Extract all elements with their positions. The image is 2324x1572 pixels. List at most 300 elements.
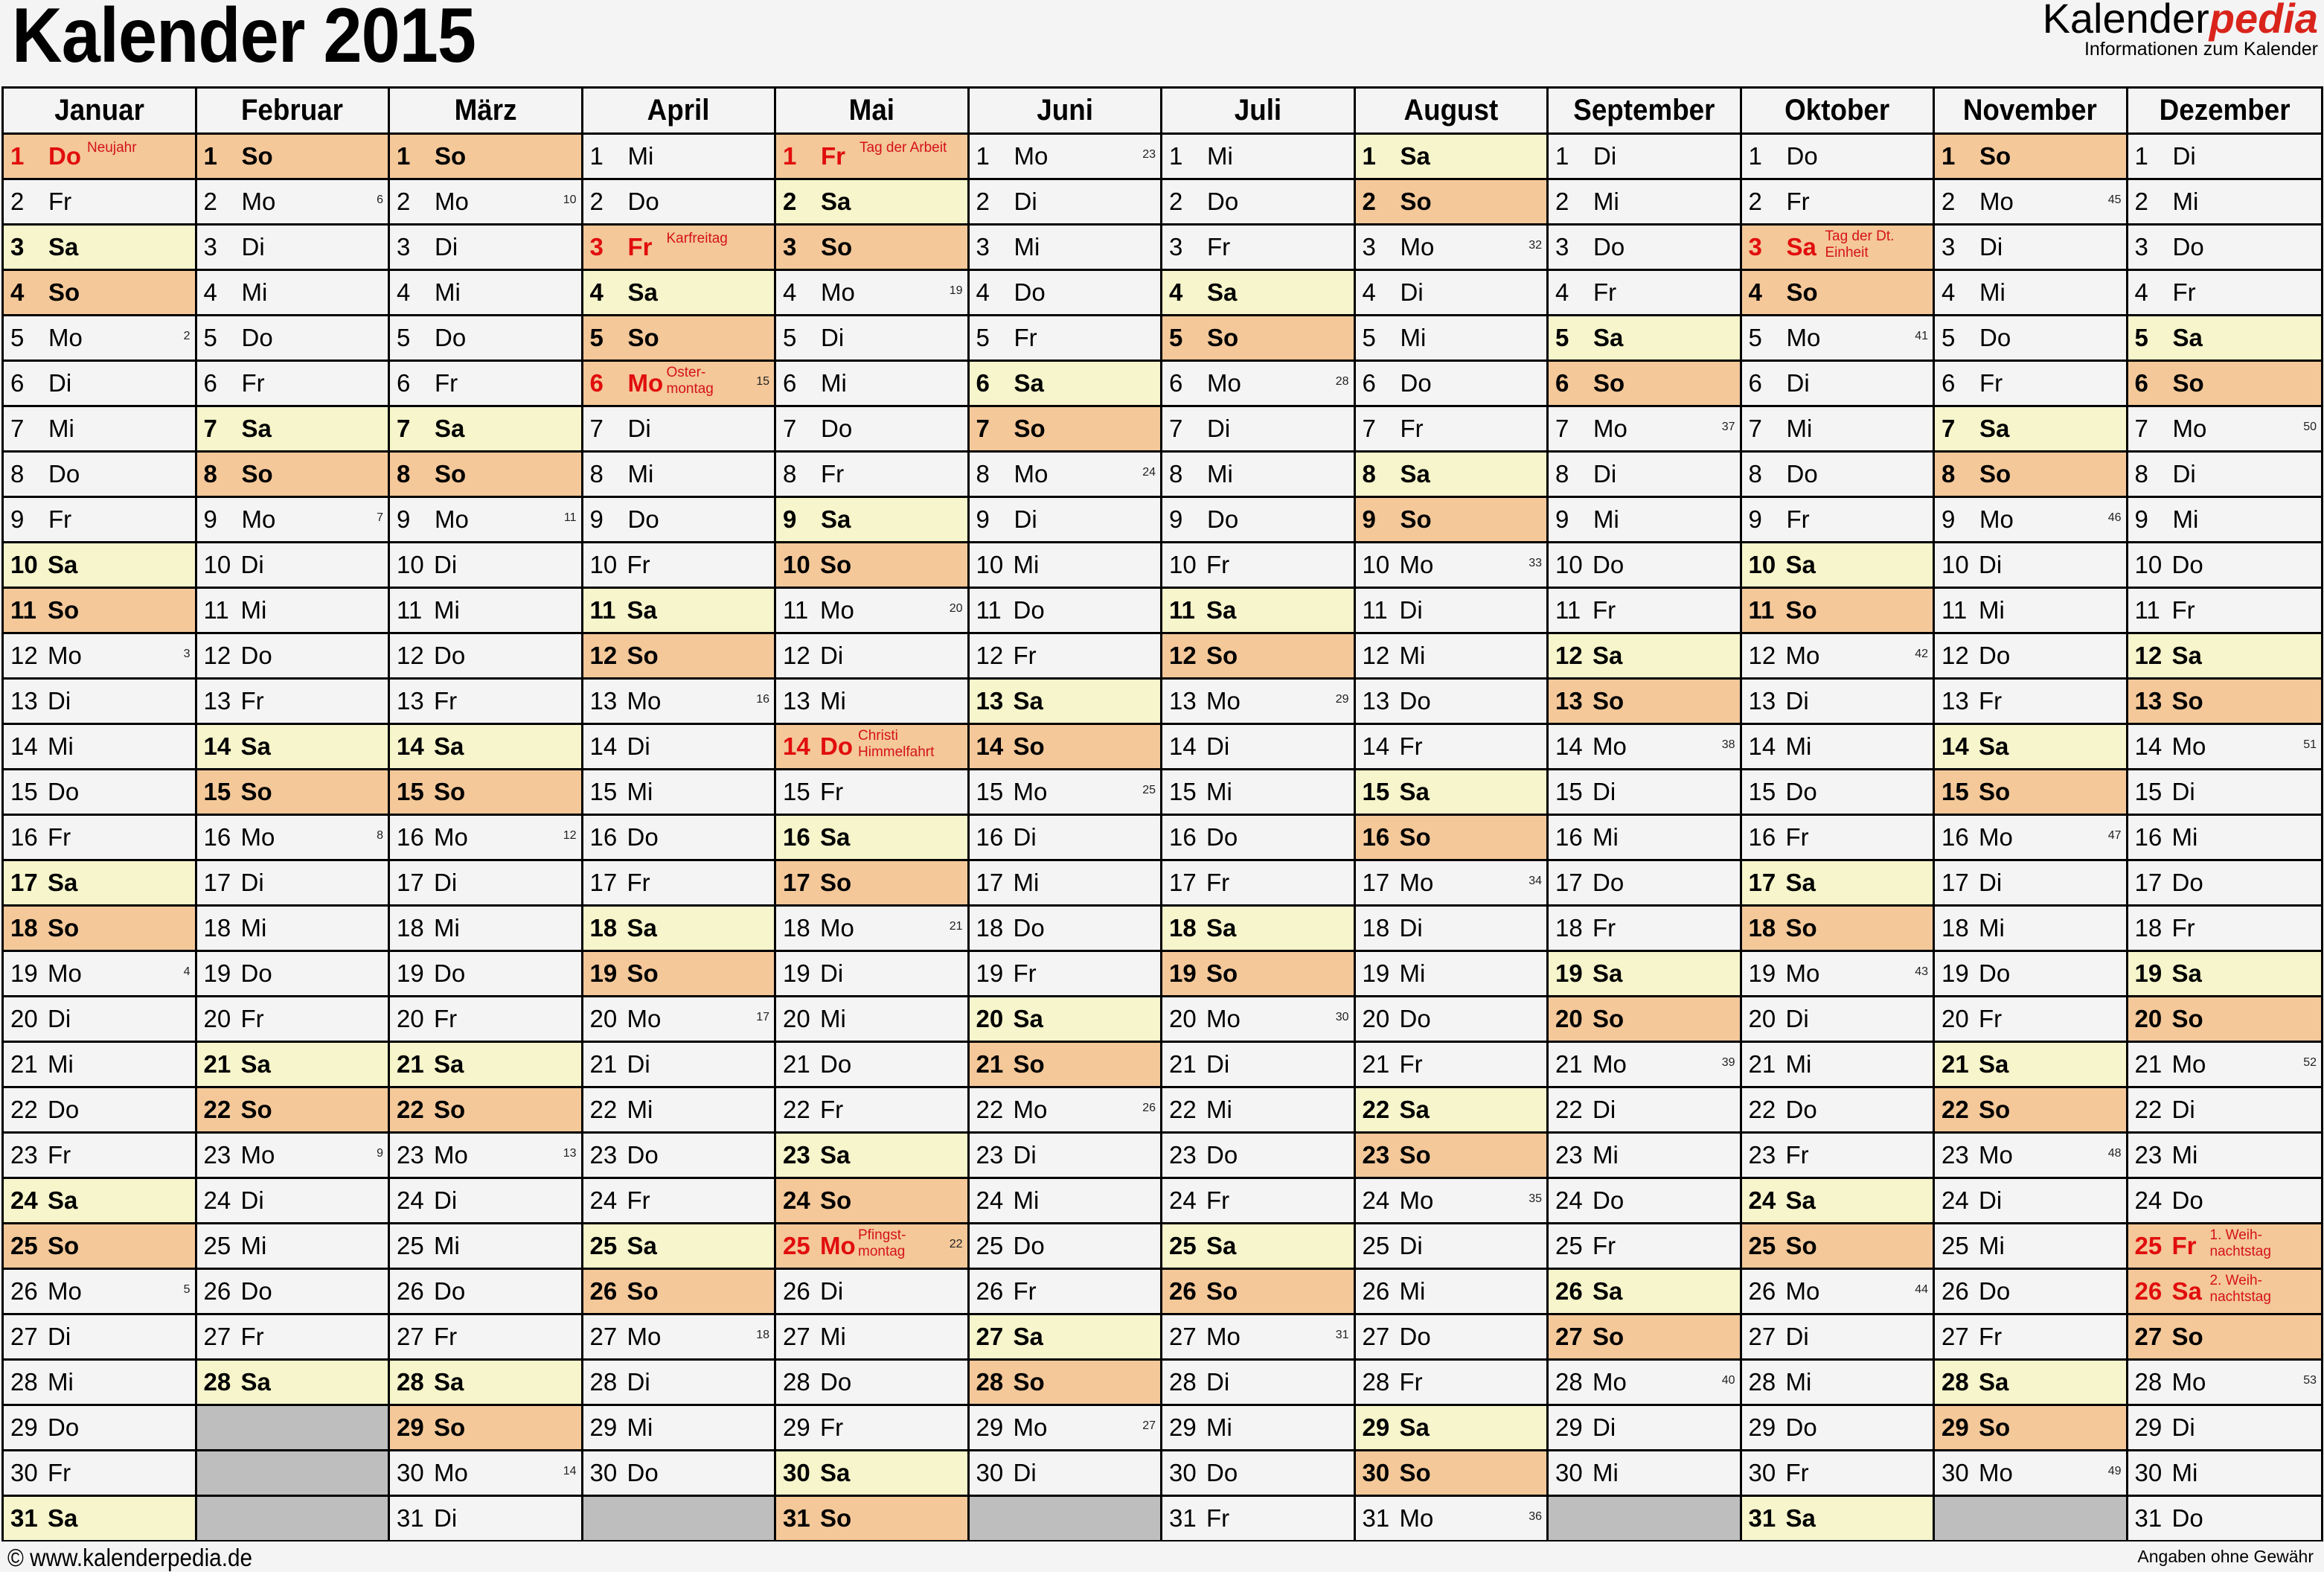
day-number: 28 bbox=[783, 1368, 810, 1396]
day-cell bbox=[1549, 1179, 1740, 1224]
day-cell bbox=[2128, 1406, 2322, 1451]
day-cell bbox=[197, 453, 388, 498]
day-number: 30 bbox=[1748, 1459, 1776, 1486]
day-number: 16 bbox=[589, 823, 618, 851]
day-number: 17 bbox=[203, 869, 231, 896]
day-cell bbox=[4, 362, 195, 407]
day-cell bbox=[1935, 1406, 2126, 1451]
day-cell bbox=[4, 226, 195, 271]
day-cell bbox=[1356, 816, 1547, 861]
day-number: 10 bbox=[1942, 551, 1969, 578]
day-number: 7 bbox=[397, 415, 411, 442]
weekday: Fr bbox=[1785, 1459, 1809, 1486]
day-cell bbox=[1162, 952, 1354, 997]
day-number: 25 bbox=[976, 1232, 1004, 1259]
day-number: 26 bbox=[10, 1277, 38, 1305]
day-cell bbox=[4, 1224, 195, 1270]
weekday: So bbox=[1979, 142, 2011, 170]
day-number: 25 bbox=[783, 1232, 810, 1259]
weekday: Mo bbox=[1014, 460, 1049, 488]
day-cell bbox=[1162, 680, 1354, 725]
day-cell bbox=[1549, 907, 1740, 952]
day-number: 26 bbox=[2134, 1277, 2163, 1305]
day-cell bbox=[1742, 498, 1933, 543]
month-header bbox=[197, 89, 388, 135]
day-cell bbox=[970, 453, 1161, 498]
month-name: Oktober bbox=[1784, 94, 1890, 127]
day-number: 21 bbox=[2134, 1050, 2163, 1078]
day-number: 10 bbox=[1555, 551, 1583, 578]
day-cell bbox=[583, 1451, 775, 1497]
day-cell bbox=[583, 907, 775, 952]
day-cell bbox=[390, 226, 581, 271]
day-cell bbox=[1549, 1315, 1740, 1361]
weekday: Do bbox=[48, 1096, 80, 1123]
weekday: Mi bbox=[241, 278, 268, 306]
day-number: 30 bbox=[1555, 1459, 1583, 1486]
day-cell bbox=[4, 680, 195, 725]
day-number: 12 bbox=[976, 642, 1004, 669]
day-number: 24 bbox=[2134, 1186, 2163, 1214]
weekday: Sa bbox=[48, 233, 79, 261]
weekday: Di bbox=[1785, 687, 1809, 715]
month-name: März bbox=[454, 94, 517, 127]
day-cell bbox=[197, 226, 388, 271]
month-header bbox=[1935, 89, 2126, 135]
weekday: So bbox=[821, 233, 853, 261]
weekday: Di bbox=[240, 869, 264, 896]
weekday: Mo bbox=[2172, 415, 2207, 442]
week-number: 24 bbox=[1142, 466, 1156, 479]
day-number: 3 bbox=[1748, 233, 1762, 261]
weekday: Mi bbox=[2171, 823, 2198, 851]
day-cell bbox=[1742, 543, 1933, 589]
day-cell bbox=[776, 1088, 967, 1134]
weekday: Mi bbox=[627, 1096, 653, 1123]
weekday: Do bbox=[1399, 687, 1431, 715]
holiday-label: 1. Weih- nachtstag bbox=[2209, 1227, 2271, 1259]
day-cell bbox=[1162, 1497, 1354, 1540]
day-number: 4 bbox=[783, 278, 797, 306]
day-number: 20 bbox=[1362, 1005, 1390, 1032]
day-number: 3 bbox=[1555, 233, 1569, 261]
day-number: 7 bbox=[783, 415, 797, 442]
day-cell bbox=[4, 861, 195, 907]
week-number: 6 bbox=[377, 194, 383, 206]
day-cell bbox=[4, 1179, 195, 1224]
day-number: 29 bbox=[397, 1413, 424, 1441]
day-number: 9 bbox=[1748, 505, 1762, 533]
day-number: 19 bbox=[203, 959, 231, 987]
day-number: 25 bbox=[1169, 1232, 1197, 1259]
weekday: Do bbox=[1206, 1141, 1238, 1169]
day-cell bbox=[1549, 1224, 1740, 1270]
day-cell bbox=[1935, 1088, 2126, 1134]
day-number: 3 bbox=[203, 233, 217, 261]
day-cell bbox=[583, 1224, 775, 1270]
day-cell bbox=[4, 316, 195, 362]
weekday: Di bbox=[821, 324, 845, 351]
day-number: 15 bbox=[10, 778, 38, 805]
day-cell bbox=[4, 725, 195, 770]
day-cell bbox=[390, 498, 581, 543]
day-number: 15 bbox=[2134, 778, 2163, 805]
weekday: Mi bbox=[1013, 551, 1040, 578]
day-number: 7 bbox=[2134, 415, 2148, 442]
day-number: 4 bbox=[397, 278, 411, 306]
day-cell bbox=[2128, 725, 2322, 770]
weekday: Sa bbox=[1399, 778, 1430, 805]
day-number: 22 bbox=[1555, 1096, 1583, 1123]
day-number: 28 bbox=[2134, 1368, 2163, 1396]
weekday: Fr bbox=[1206, 551, 1230, 578]
weekday: Di bbox=[1592, 1096, 1616, 1123]
day-cell bbox=[970, 498, 1161, 543]
weekday: Do bbox=[48, 1413, 80, 1441]
day-number: 12 bbox=[10, 642, 38, 669]
day-number: 10 bbox=[2134, 551, 2163, 578]
day-number: 19 bbox=[589, 959, 618, 987]
day-number: 5 bbox=[1555, 324, 1569, 351]
weekday: Mo bbox=[1014, 142, 1049, 170]
day-number: 23 bbox=[976, 1141, 1004, 1169]
day-number: 31 bbox=[2134, 1504, 2163, 1532]
day-cell bbox=[776, 407, 967, 453]
week-number: 26 bbox=[1142, 1102, 1156, 1114]
day-cell bbox=[970, 1043, 1161, 1088]
day-cell bbox=[970, 1224, 1161, 1270]
weekday: Mo bbox=[1785, 642, 1820, 669]
weekday: Mo bbox=[627, 369, 664, 397]
day-number: 9 bbox=[976, 505, 990, 533]
day-number: 9 bbox=[1362, 505, 1376, 533]
day-cell bbox=[1935, 498, 2126, 543]
day-cell bbox=[1162, 861, 1354, 907]
month-header bbox=[2128, 89, 2322, 135]
weekday: Mo bbox=[2171, 732, 2206, 760]
weekday: So bbox=[1013, 1368, 1045, 1396]
day-cell bbox=[1356, 135, 1547, 180]
weekday: Di bbox=[1399, 596, 1423, 624]
day-cell bbox=[1742, 1179, 1933, 1224]
weekday: Sa bbox=[434, 732, 464, 760]
week-number: 33 bbox=[1528, 557, 1542, 569]
weekday: Mo bbox=[1979, 188, 2014, 215]
day-number: 25 bbox=[1362, 1232, 1390, 1259]
weekday: Fr bbox=[1207, 233, 1231, 261]
weekday: Mi bbox=[1593, 188, 1619, 215]
day-cell bbox=[970, 1315, 1161, 1361]
day-number: 2 bbox=[1555, 188, 1569, 215]
day-cell bbox=[390, 997, 581, 1043]
weekday: Di bbox=[627, 415, 651, 442]
weekday: So bbox=[1206, 1277, 1238, 1305]
day-number: 6 bbox=[1169, 369, 1183, 397]
weekday: Fr bbox=[240, 1323, 264, 1350]
day-cell bbox=[2128, 1224, 2322, 1270]
day-cell bbox=[4, 1270, 195, 1315]
weekday: Sa bbox=[1785, 551, 1816, 578]
empty-day-cell bbox=[197, 1497, 388, 1540]
day-cell bbox=[776, 1315, 967, 1361]
day-cell bbox=[970, 997, 1161, 1043]
day-cell bbox=[1549, 816, 1740, 861]
weekday: So bbox=[820, 869, 852, 896]
day-number: 30 bbox=[1942, 1459, 1969, 1486]
weekday: Fr bbox=[1399, 1368, 1423, 1396]
day-cell bbox=[1935, 226, 2126, 271]
weekday: Fr bbox=[434, 1005, 458, 1032]
weekday: Mi bbox=[1013, 1186, 1040, 1214]
weekday: Mi bbox=[240, 1232, 267, 1259]
weekday: Di bbox=[434, 869, 458, 896]
weekday: So bbox=[1206, 959, 1238, 987]
day-number: 17 bbox=[1169, 869, 1197, 896]
weekday: Sa bbox=[1207, 278, 1238, 306]
day-number: 20 bbox=[589, 1005, 618, 1032]
week-number: 49 bbox=[2107, 1465, 2122, 1477]
day-cell bbox=[1935, 907, 2126, 952]
day-cell bbox=[583, 589, 775, 634]
day-cell bbox=[197, 498, 388, 543]
weekday: Sa bbox=[820, 823, 851, 851]
day-number: 6 bbox=[2134, 369, 2148, 397]
day-cell bbox=[1356, 1224, 1547, 1270]
day-number: 19 bbox=[783, 959, 810, 987]
weekday: Mo bbox=[1013, 1096, 1048, 1123]
day-number: 25 bbox=[2134, 1232, 2163, 1259]
weekday: Mo bbox=[820, 914, 854, 942]
weekday: Do bbox=[48, 460, 80, 488]
weekday: Sa bbox=[1206, 914, 1237, 942]
day-number: 29 bbox=[976, 1413, 1004, 1441]
day-cell bbox=[2128, 952, 2322, 997]
weekday: Mo bbox=[48, 959, 82, 987]
empty-day-cell bbox=[197, 1406, 388, 1451]
day-cell bbox=[583, 1315, 775, 1361]
weekday: Do bbox=[1785, 1413, 1817, 1441]
weekday: Do bbox=[1979, 959, 2011, 987]
weekday: Do bbox=[821, 415, 853, 442]
day-cell bbox=[1742, 1315, 1933, 1361]
day-cell bbox=[1356, 543, 1547, 589]
weekday: Sa bbox=[1013, 687, 1043, 715]
day-cell bbox=[1162, 1043, 1354, 1088]
day-number: 6 bbox=[976, 369, 990, 397]
weekday: Di bbox=[627, 732, 650, 760]
weekday: Di bbox=[1593, 460, 1617, 488]
day-number: 26 bbox=[976, 1277, 1004, 1305]
day-number: 11 bbox=[1555, 596, 1581, 624]
day-cell bbox=[1742, 180, 1933, 226]
weekday: Di bbox=[434, 551, 458, 578]
day-number: 23 bbox=[1942, 1141, 1969, 1169]
weekday: Fr bbox=[2171, 596, 2195, 624]
day-cell bbox=[583, 816, 775, 861]
day-number: 2 bbox=[10, 188, 25, 215]
week-number: 40 bbox=[1721, 1374, 1735, 1387]
day-cell bbox=[776, 589, 967, 634]
weekday: Fr bbox=[820, 778, 844, 805]
day-cell bbox=[776, 1497, 967, 1540]
day-number: 12 bbox=[1555, 642, 1583, 669]
day-cell bbox=[390, 1406, 581, 1451]
weekday: Mo bbox=[627, 1005, 662, 1032]
day-number: 20 bbox=[1169, 1005, 1197, 1032]
day-cell bbox=[390, 1451, 581, 1497]
day-number: 5 bbox=[783, 324, 797, 351]
weekday: So bbox=[2171, 1005, 2203, 1032]
day-number: 7 bbox=[589, 415, 604, 442]
day-number: 28 bbox=[1748, 1368, 1776, 1396]
weekday: Sa bbox=[1400, 460, 1430, 488]
weekday: So bbox=[1592, 687, 1624, 715]
day-number: 6 bbox=[783, 369, 797, 397]
day-cell bbox=[970, 1361, 1161, 1406]
weekday: Do bbox=[1400, 369, 1432, 397]
day-number: 11 bbox=[2134, 596, 2160, 624]
week-number: 2 bbox=[183, 330, 191, 342]
weekday: Fr bbox=[1013, 1277, 1037, 1305]
day-cell bbox=[1742, 997, 1933, 1043]
day-number: 22 bbox=[203, 1096, 231, 1123]
day-cell bbox=[197, 1179, 388, 1224]
month-header bbox=[1549, 89, 1740, 135]
day-number: 31 bbox=[1362, 1504, 1390, 1532]
day-number: 29 bbox=[1169, 1413, 1197, 1441]
day-number: 28 bbox=[203, 1368, 231, 1396]
day-number: 2 bbox=[783, 188, 797, 215]
weekday: Fr bbox=[1206, 1186, 1230, 1214]
weekday: Di bbox=[627, 1050, 650, 1078]
weekday: Di bbox=[820, 959, 844, 987]
day-number: 6 bbox=[589, 369, 604, 397]
day-number: 1 bbox=[10, 142, 25, 170]
month-name: Januar bbox=[54, 94, 144, 127]
day-cell bbox=[1549, 770, 1740, 816]
weekday: So bbox=[48, 914, 80, 942]
day-cell bbox=[390, 407, 581, 453]
day-number: 6 bbox=[397, 369, 411, 397]
weekday: Di bbox=[1013, 1141, 1037, 1169]
day-cell bbox=[1356, 907, 1547, 952]
weekday: Do bbox=[434, 1277, 466, 1305]
month-name: August bbox=[1403, 94, 1499, 127]
day-cell bbox=[1162, 634, 1354, 680]
weekday: Mo bbox=[240, 1141, 275, 1169]
month-column bbox=[1935, 89, 2128, 1540]
day-cell bbox=[390, 907, 581, 952]
day-cell bbox=[1549, 498, 1740, 543]
day-cell bbox=[1935, 1270, 2126, 1315]
day-number: 15 bbox=[1748, 778, 1776, 805]
weekday: Do bbox=[48, 778, 80, 805]
week-number: 38 bbox=[1721, 738, 1735, 751]
day-cell bbox=[2128, 1497, 2322, 1540]
weekday: So bbox=[240, 778, 272, 805]
month-name: November bbox=[1963, 94, 2098, 127]
day-number: 13 bbox=[397, 687, 424, 715]
day-number: 29 bbox=[1362, 1413, 1390, 1441]
weekday: Mo bbox=[1013, 778, 1048, 805]
day-number: 30 bbox=[589, 1459, 618, 1486]
day-number: 27 bbox=[397, 1323, 424, 1350]
day-cell bbox=[1162, 453, 1354, 498]
day-number: 18 bbox=[589, 914, 618, 942]
day-cell bbox=[1356, 634, 1547, 680]
weekday: Di bbox=[1785, 1323, 1809, 1350]
day-cell bbox=[970, 634, 1161, 680]
day-number: 5 bbox=[1362, 324, 1376, 351]
day-cell bbox=[583, 770, 775, 816]
day-cell bbox=[1356, 997, 1547, 1043]
day-cell bbox=[583, 1088, 775, 1134]
week-number: 46 bbox=[2107, 511, 2122, 524]
day-cell bbox=[4, 271, 195, 316]
day-number: 29 bbox=[1748, 1413, 1776, 1441]
weekday: Do bbox=[434, 642, 466, 669]
day-cell bbox=[1549, 407, 1740, 453]
holiday-label: Oster- montag bbox=[666, 365, 714, 397]
day-cell bbox=[1162, 816, 1354, 861]
weekday: So bbox=[48, 596, 80, 624]
day-cell bbox=[970, 816, 1161, 861]
day-number: 29 bbox=[10, 1413, 38, 1441]
weekday: Di bbox=[627, 1368, 650, 1396]
weekday: Fr bbox=[821, 460, 845, 488]
weekday: Sa bbox=[1593, 324, 1624, 351]
day-cell bbox=[4, 1043, 195, 1088]
day-cell bbox=[197, 907, 388, 952]
day-number: 18 bbox=[1362, 914, 1390, 942]
weekday: Sa bbox=[48, 1504, 78, 1532]
weekday: Di bbox=[1786, 369, 1810, 397]
day-cell bbox=[390, 952, 581, 997]
day-cell bbox=[1356, 1361, 1547, 1406]
weekday: Fr bbox=[1979, 369, 2003, 397]
week-number: 27 bbox=[1142, 1419, 1156, 1432]
day-cell bbox=[197, 589, 388, 634]
day-number: 18 bbox=[203, 914, 231, 942]
day-cell bbox=[1162, 997, 1354, 1043]
holiday-label: Christi Himmelfahrt bbox=[858, 728, 935, 760]
day-number: 21 bbox=[203, 1050, 231, 1078]
day-number: 19 bbox=[10, 959, 38, 987]
day-cell bbox=[1742, 680, 1933, 725]
day-number: 31 bbox=[10, 1504, 38, 1532]
day-number: 8 bbox=[976, 460, 990, 488]
day-number: 19 bbox=[1942, 959, 1969, 987]
day-cell bbox=[2128, 907, 2322, 952]
weekday: Mi bbox=[240, 914, 267, 942]
weekday: Do bbox=[627, 1459, 659, 1486]
day-number: 24 bbox=[976, 1186, 1004, 1214]
day-cell bbox=[1549, 1361, 1740, 1406]
empty-day-cell bbox=[197, 1451, 388, 1497]
week-number: 48 bbox=[2107, 1147, 2122, 1160]
month-name: September bbox=[1573, 94, 1715, 127]
day-cell bbox=[1935, 1315, 2126, 1361]
weekday: Mi bbox=[1013, 869, 1040, 896]
weekday: Mo bbox=[1785, 959, 1820, 987]
weekday: Mi bbox=[820, 687, 846, 715]
day-number: 7 bbox=[1748, 415, 1762, 442]
holiday-label: 2. Weih- nachtstag bbox=[2209, 1273, 2271, 1305]
day-cell bbox=[1935, 589, 2126, 634]
weekday: Fr bbox=[1593, 278, 1617, 306]
weekday: Di bbox=[2172, 142, 2196, 170]
weekday: Sa bbox=[1013, 1005, 1043, 1032]
